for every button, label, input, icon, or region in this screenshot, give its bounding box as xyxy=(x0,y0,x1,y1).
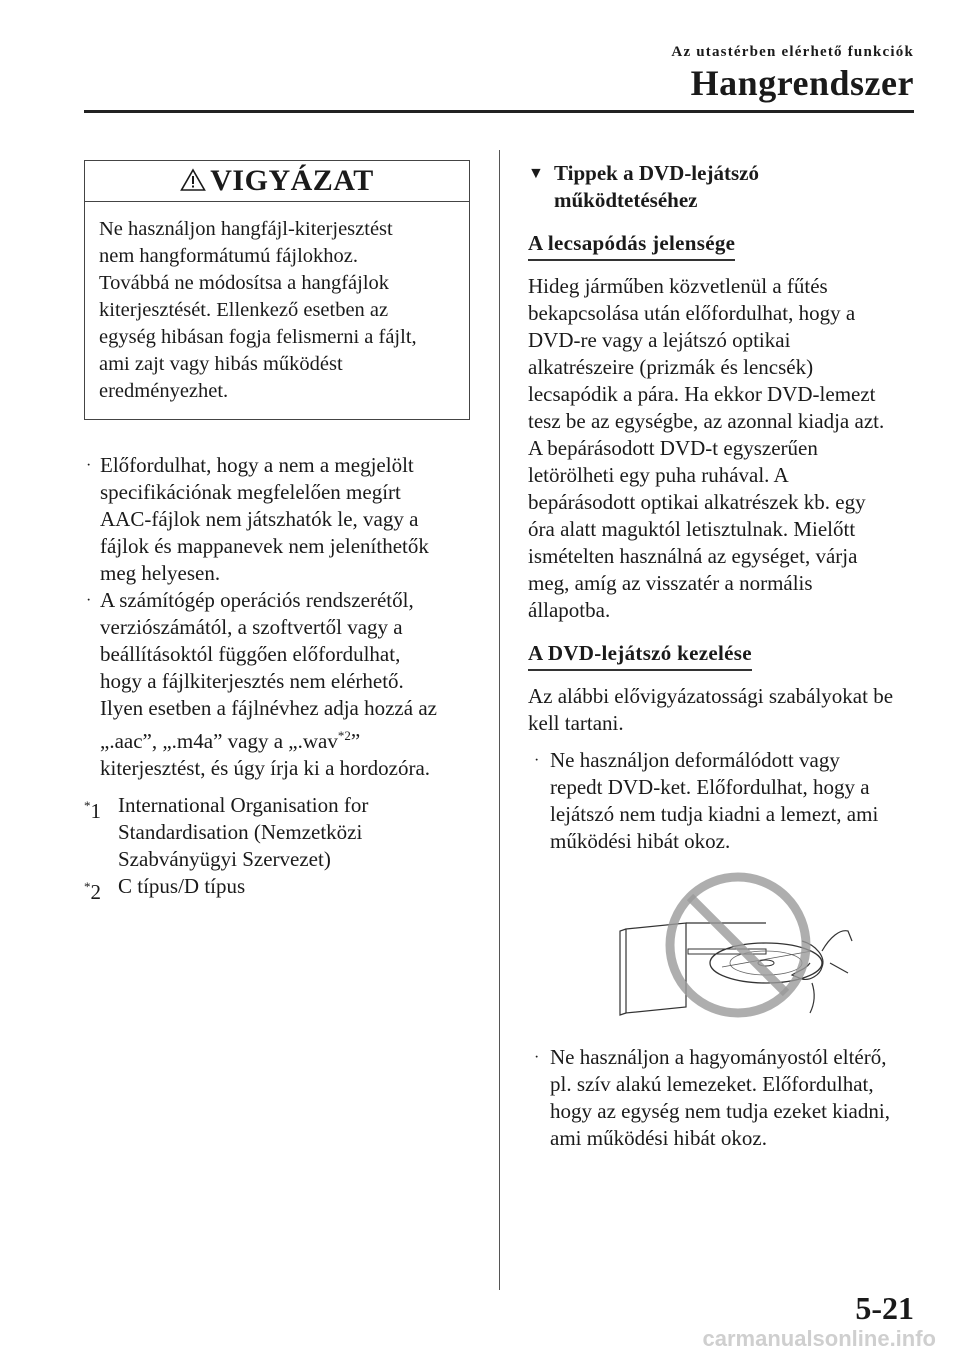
header-rule xyxy=(84,110,914,113)
bullet-line: Ilyen esetben a fájlnévhez adja hozzá az xyxy=(100,696,437,720)
bullet-line: specifikációnak megfelelően megírt xyxy=(100,480,401,504)
footnote-number: 2 xyxy=(90,880,101,904)
right-bullet-list-2 xyxy=(528,1044,918,1152)
bullet-line: ami működési hibát okoz. xyxy=(550,1126,767,1150)
no-damaged-disc-illustration xyxy=(616,871,858,1019)
footnote-star: * xyxy=(84,798,91,813)
bullet-line: AAC-fájlok nem játszhatók le, vagy a xyxy=(100,507,419,531)
para-line: bepárásodott optikai alkatrészek kb. egy xyxy=(528,490,866,514)
para-line: óra alatt maguktól letisztulnak. Mielőtt xyxy=(528,517,856,541)
bullet-line: beállításoktól függően előfordulhat, xyxy=(100,642,401,666)
section-heading-line: Tippek a DVD-lejátszó xyxy=(554,161,759,185)
footnote-line: International Organisation for xyxy=(118,793,369,817)
closing-quote: ” xyxy=(350,729,361,753)
para-line: bekapcsolása után előfordulhat, hogy a xyxy=(528,301,856,325)
caution-box xyxy=(84,160,470,420)
caution-line: ami zajt vagy hibás működést xyxy=(99,353,343,375)
footnote-2 xyxy=(84,873,470,906)
caution-line: Ne használjon hangfájl-kiterjesztést xyxy=(99,218,393,240)
footnote-number: 1 xyxy=(90,799,101,823)
footnote-star: * xyxy=(84,879,91,894)
triangle-down-icon: ▼ xyxy=(528,165,544,182)
bullet-dot-icon: · xyxy=(86,592,92,609)
caution-title: VIGYÁZAT xyxy=(210,164,374,197)
footnotes xyxy=(84,792,470,906)
caution-text xyxy=(85,202,469,419)
footnote-1 xyxy=(84,792,470,873)
left-bullet-list xyxy=(84,452,470,782)
caution-line: kiterjesztését. Ellenkező esetben az xyxy=(99,299,389,321)
footnote-ref: *2 xyxy=(337,728,351,743)
watermark: carmanualsonline.info xyxy=(702,1326,936,1351)
subheading-dvd-handling: A DVD-lejátszó kezelése xyxy=(528,640,752,671)
caution-line: nem hangformátumú fájlokhoz. xyxy=(99,245,359,267)
bullet-dot-icon: · xyxy=(86,457,92,474)
footnote-line: Standardisation (Nemzetközi xyxy=(118,820,363,844)
page-title: Hangrendszer xyxy=(690,63,914,103)
bullet-dot-icon: · xyxy=(534,1049,540,1066)
section-heading-line: működtetéséhez xyxy=(554,188,698,212)
bullet-line: pl. szív alakú lemezeket. Előfordulhat, xyxy=(550,1072,874,1096)
footnote-line: C típus/D típus xyxy=(118,874,246,898)
bullet-line: verziószámától, a szoftvertől vagy a xyxy=(100,615,403,639)
handling-intro xyxy=(528,683,918,737)
para-line: A bepárásodott DVD-t egyszerűen xyxy=(528,436,818,460)
para-line: lecsapódik a pára. Ha ekkor DVD-lemezt xyxy=(528,382,876,406)
bullet-line: Előfordulhat, hogy a nem a megjelölt xyxy=(100,453,414,477)
bullet-line: fájlok és mappanevek nem jeleníthetők xyxy=(100,534,429,558)
bullet-line: A számítógép operációs rendszerétől, xyxy=(100,588,414,612)
condensation-paragraph xyxy=(528,273,918,624)
subheading-condensation: A lecsapódás jelensége xyxy=(528,230,735,261)
bullet-item-extension xyxy=(84,587,470,782)
para-line: Az alábbi elővigyázatossági szabályokat be xyxy=(528,684,894,708)
bullet-line: kiterjesztést, és úgy írja ki a hordozóra. xyxy=(100,756,431,780)
bullet-line-extensions xyxy=(100,722,470,755)
footnote-text xyxy=(118,792,470,873)
right-column xyxy=(528,160,918,1152)
caution-line: egység hibásan fogja felismerni a fájlt, xyxy=(99,326,417,348)
bullet-line: lejátszó nem tudja kiadni a lemezt, ami xyxy=(550,802,879,826)
para-line: meg, amíg az visszatér a normális xyxy=(528,571,813,595)
footnote-line: Szabványügyi Szervezet) xyxy=(118,847,331,871)
page-number: 5-21 xyxy=(855,1290,914,1326)
bullet-line: hogy a fájlkiterjesztés nem elérhető. xyxy=(100,669,404,693)
column-divider xyxy=(499,150,500,1290)
bullet-line: működési hibát okoz. xyxy=(550,829,731,853)
para-line: letörölheti egy puha ruhával. A xyxy=(528,463,789,487)
para-line: állapotba. xyxy=(528,598,611,622)
caution-line: Továbbá ne módosítsa a hangfájlok xyxy=(99,272,390,294)
header-section-title: Az utastérben elérhető funkciók xyxy=(671,44,914,60)
right-bullet-list xyxy=(528,747,918,855)
caution-line: eredményezhet. xyxy=(99,380,229,402)
bullet-item-deformed-disc xyxy=(532,747,918,855)
para-line: ismételten használná az egységet, várja xyxy=(528,544,858,568)
footnote-mark xyxy=(84,792,118,873)
para-line: tesz be az egységbe, az azonnal kiadja azt. xyxy=(528,409,885,433)
warning-triangle-icon xyxy=(180,168,206,192)
bullet-line: hogy az egység nem tudja ezeket kiadni, xyxy=(550,1099,890,1123)
bullet-line: Ne használjon a hagyományostól eltérő, xyxy=(550,1045,887,1069)
bullet-line: repedt DVD-ket. Előfordulhat, hogy a xyxy=(550,775,870,799)
extensions-text: „.aac”, „.m4a” vagy a „.wav xyxy=(100,729,338,753)
bullet-item-aac xyxy=(84,452,470,587)
bullet-line: Ne használjon deformálódott vagy xyxy=(550,748,840,772)
para-line: DVD-re vagy a lejátszó optikai xyxy=(528,328,791,352)
para-line: alkatrészeire (prizmák és lencsék) xyxy=(528,355,814,379)
left-column xyxy=(84,160,470,906)
caution-header xyxy=(85,161,469,202)
para-line: kell tartani. xyxy=(528,711,624,735)
para-line: Hideg járműben közvetlenül a fűtés xyxy=(528,274,828,298)
section-heading xyxy=(528,160,918,214)
bullet-item-odd-shape-disc xyxy=(532,1044,918,1152)
footnote-text xyxy=(118,873,470,906)
bullet-dot-icon: · xyxy=(534,752,540,769)
footnote-mark xyxy=(84,873,118,906)
bullet-line: meg helyesen. xyxy=(100,561,221,585)
